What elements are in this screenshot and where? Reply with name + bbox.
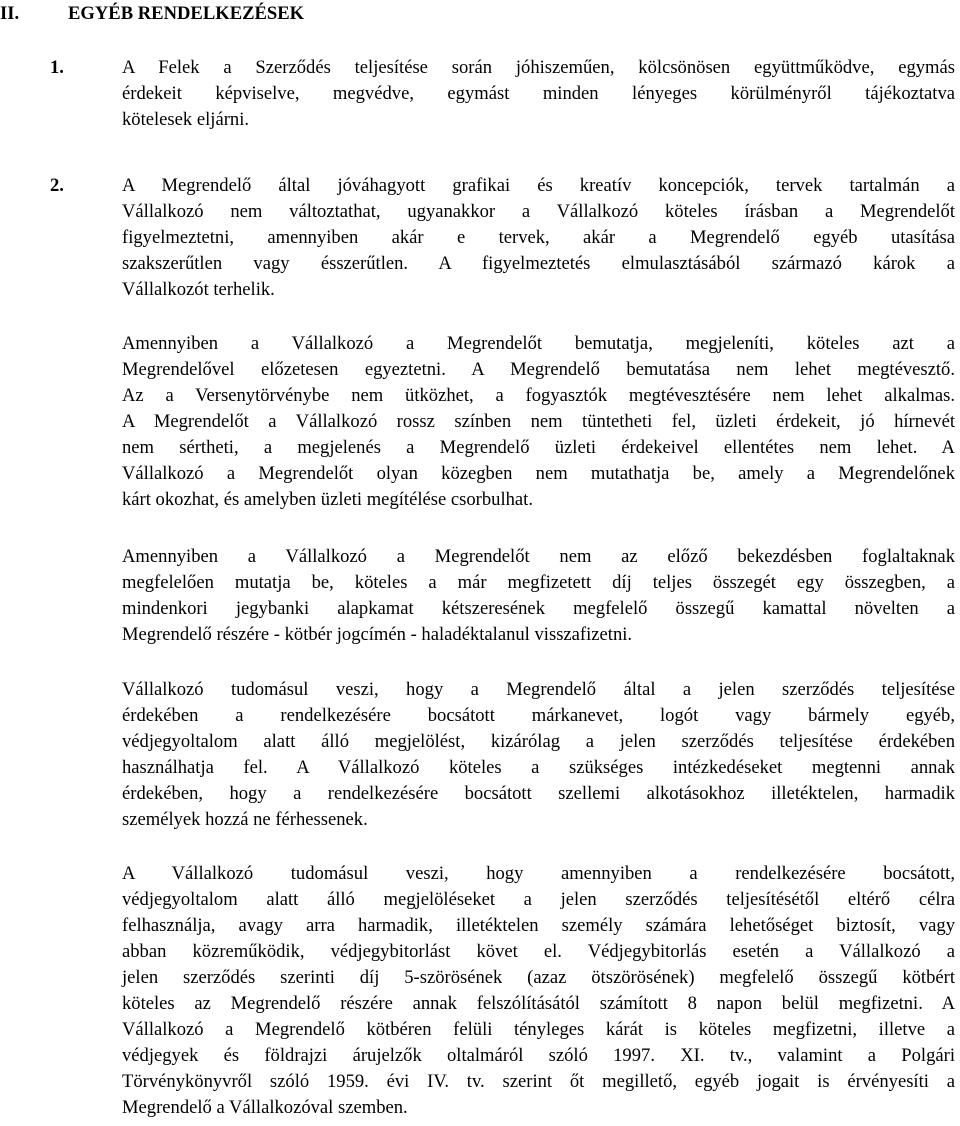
paragraph-1-line: Vállalkozó nem változtathat, ugyanakkor a Vállalkozó köteles írásban a Megrendelőt <box>122 201 955 222</box>
paragraph-1-line: A Megrendelő által jóváhagyott grafikai és kreatív koncepciók, tervek tartalmán a <box>122 175 955 196</box>
paragraph-5-line: felhasználja, avagy arra harmadik, illetéktelen személy számára lehetőséget biztosít, vagy <box>122 915 955 936</box>
paragraph-5-line: Törvénykönyvről szóló 1959. évi IV. tv. szerint őt megillető, egyéb jogait is érvényesíti a <box>122 1071 955 1092</box>
item-1-line: A Felek a Szerződés teljesítése során jóhiszeműen, kölcsönösen együttműködve, egymás <box>122 57 955 78</box>
paragraph-1-line: szakszerűtlen vagy ésszerűtlen. A figyelmeztetés elmulasztásából származó károk a <box>122 253 955 274</box>
item-2-number: 2. <box>50 175 64 196</box>
paragraph-4-line: érdekében, hogy a rendelkezésére bocsátott szellemi alkotásokhoz illetéktelen, harmadik <box>122 783 955 804</box>
paragraph-2-line: Vállalkozó a Megrendelőt olyan közegben nem mutathatja be, amely a Megrendelőnek <box>122 463 955 484</box>
paragraph-2-line: A Megrendelőt a Vállalkozó rossz színben nem tüntetheti fel, üzleti érdekeit, jó hírnevét <box>122 411 955 432</box>
paragraph-1-line: Vállalkozót terhelik. <box>122 279 275 300</box>
paragraph-5-line: A Vállalkozó tudomásul veszi, hogy amennyiben a rendelkezésére bocsátott, <box>122 863 955 884</box>
paragraph-4-line: használhatja fel. A Vállalkozó köteles a szükséges intézkedéseket megtenni annak <box>122 757 955 778</box>
paragraph-4-line: védjegyoltalom alatt álló megjelölést, kizárólag a jelen szerződés teljesítése érdekében <box>122 731 955 752</box>
paragraph-5-line: védjegyoltalom alatt álló megjelöléseket a jelen szerződés teljesítésétől eltérő célra <box>122 889 955 910</box>
item-1-number: 1. <box>50 57 64 78</box>
paragraph-2-line: nem sértheti, a megjelenés a Megrendelő üzleti érdekeivel ellentétes nem lehet. A <box>122 437 955 458</box>
paragraph-4-line: személyek hozzá ne férhessenek. <box>122 809 368 830</box>
paragraph-4-line: érdekében a rendelkezésére bocsátott márkanevet, logót vagy bármely egyéb, <box>122 705 955 726</box>
item-1-line: kötelesek eljárni. <box>122 109 250 130</box>
paragraph-1-line: figyelmeztetni, amennyiben akár e tervek, akár a Megrendelő egyéb utasítása <box>122 227 955 248</box>
paragraph-3-line: mindenkori jegybanki alapkamat kétszeresének megfelelő összegű kamattal növelten a <box>122 598 955 619</box>
paragraph-2-line: Az a Versenytörvénybe nem ütközhet, a fogyasztók megtévesztésére nem lehet alkalmas. <box>122 385 955 406</box>
item-1-line: érdekeit képviselve, megvédve, egymást minden lényeges körülményről tájékoztatva <box>122 83 955 104</box>
paragraph-3-line: megfelelően mutatja be, köteles a már megfizetett díj teljes összegét egy összegben, a <box>122 572 955 593</box>
paragraph-5-line: abban közreműködik, védjegybitorlást követ el. Védjegybitorlás esetén a Vállalkozó a <box>122 941 955 962</box>
paragraph-2-line: Amennyiben a Vállalkozó a Megrendelőt bemutatja, megjeleníti, köteles azt a <box>122 333 955 354</box>
section-number: II. <box>0 3 20 24</box>
paragraph-3-line: Amennyiben a Vállalkozó a Megrendelőt nem az előző bekezdésben foglaltaknak <box>122 546 955 567</box>
paragraph-2-line: kárt okozhat, és amelyben üzleti megítélése csorbulhat. <box>122 489 533 510</box>
section-title: EGYÉB RENDELKEZÉSEK <box>68 3 305 24</box>
paragraph-5-line: Vállalkozó a Megrendelő kötbéren felüli tényleges kárát is köteles megfizetni, illetve a <box>122 1019 955 1040</box>
paragraph-5-line: védjegyek és földrajzi árujelzők oltalmáról szóló 1997. XI. tv., valamint a Polgári <box>122 1045 955 1066</box>
paragraph-5-line: jelen szerződés szerinti díj 5-szörösének (azaz ötszörösének) megfelelő összegű kötbért <box>122 967 955 988</box>
paragraph-5-line: Megrendelő a Vállalkozóval szemben. <box>122 1097 408 1118</box>
paragraph-3-line: Megrendelő részére - kötbér jogcímén - haladéktalanul visszafizetni. <box>122 624 633 645</box>
paragraph-2-line: Megrendelővel előzetesen egyeztetni. A Megrendelő bemutatása nem lehet megtévesztő. <box>122 359 955 380</box>
paragraph-4-line: Vállalkozó tudomásul veszi, hogy a Megrendelő által a jelen szerződés teljesítése <box>122 679 955 700</box>
paragraph-5-line: köteles az Megrendelő részére annak felszólításától számított 8 napon belül megfizetni. A <box>122 993 955 1014</box>
